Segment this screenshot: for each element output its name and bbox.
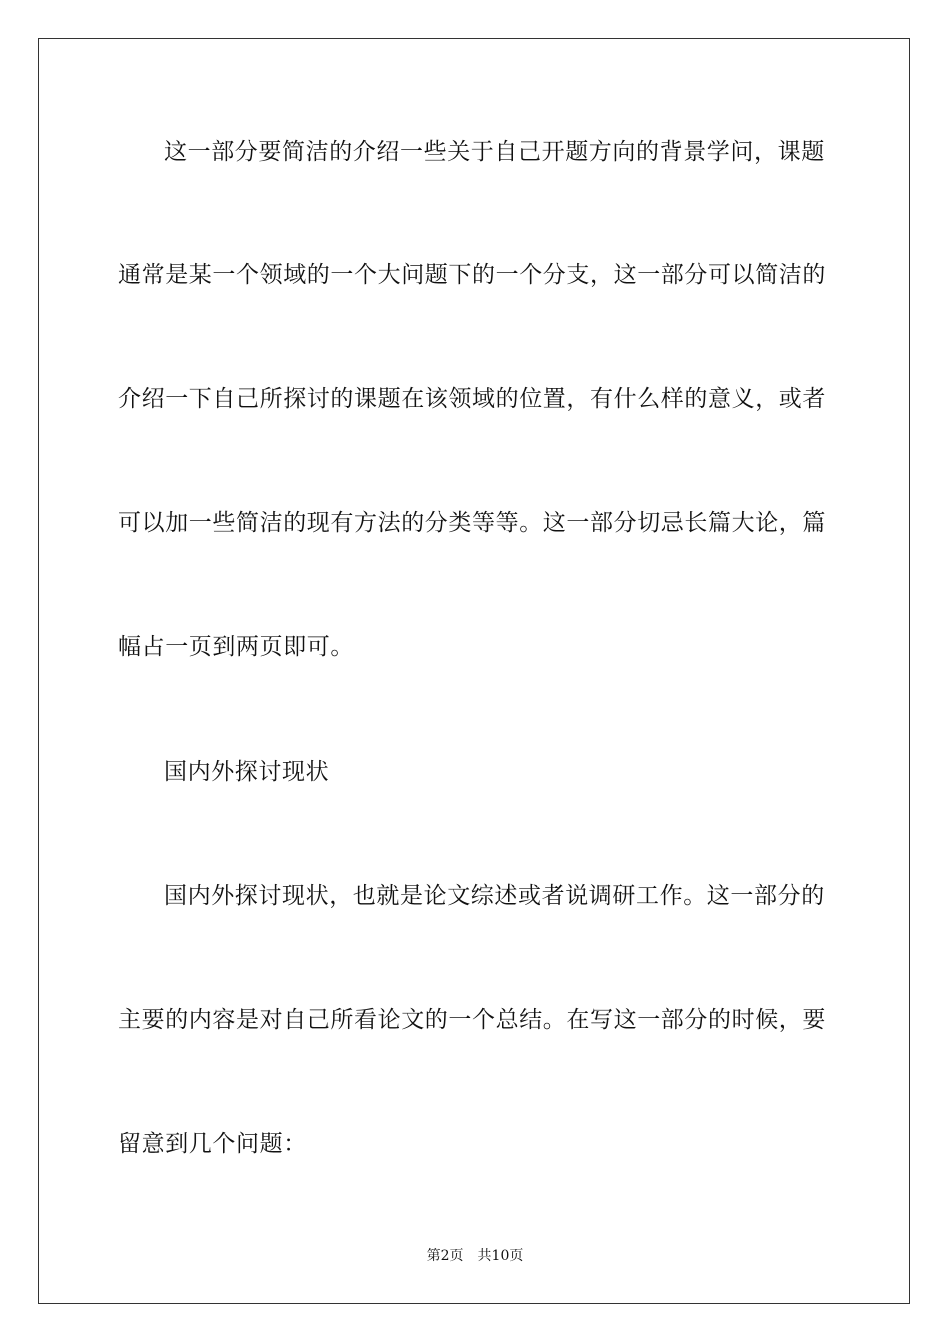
page-footer [0, 1246, 950, 1266]
paragraph-line: 留意到几个问题： [118, 1131, 307, 1157]
paragraph-line: 这一部分要简洁的介绍一些关于自己开题方向的背景学问，课题 [164, 139, 825, 165]
page-frame [38, 38, 910, 1304]
paragraph-line: 通常是某一个领域的一个大问题下的一个分支，这一部分可以简洁的 [118, 262, 826, 288]
section-heading: 国内外探讨现状 [164, 759, 330, 785]
page-number: 第2页 [426, 1248, 464, 1264]
paragraph-line: 介绍一下自己所探讨的课题在该领域的位置，有什么样的意义，或者 [118, 386, 826, 412]
paragraph-line: 幅占一页到两页即可。 [118, 634, 354, 660]
paragraph-line: 国内外探讨现状，也就是论文综述或者说调研工作。这一部分的 [164, 883, 825, 909]
paragraph-line: 可以加一些简洁的现有方法的分类等等。这一部分切忌长篇大论，篇 [118, 510, 826, 536]
paragraph-line: 主要的内容是对自己所看论文的一个总结。在写这一部分的时候，要 [118, 1007, 826, 1033]
page-total: 共10页 [477, 1248, 524, 1264]
